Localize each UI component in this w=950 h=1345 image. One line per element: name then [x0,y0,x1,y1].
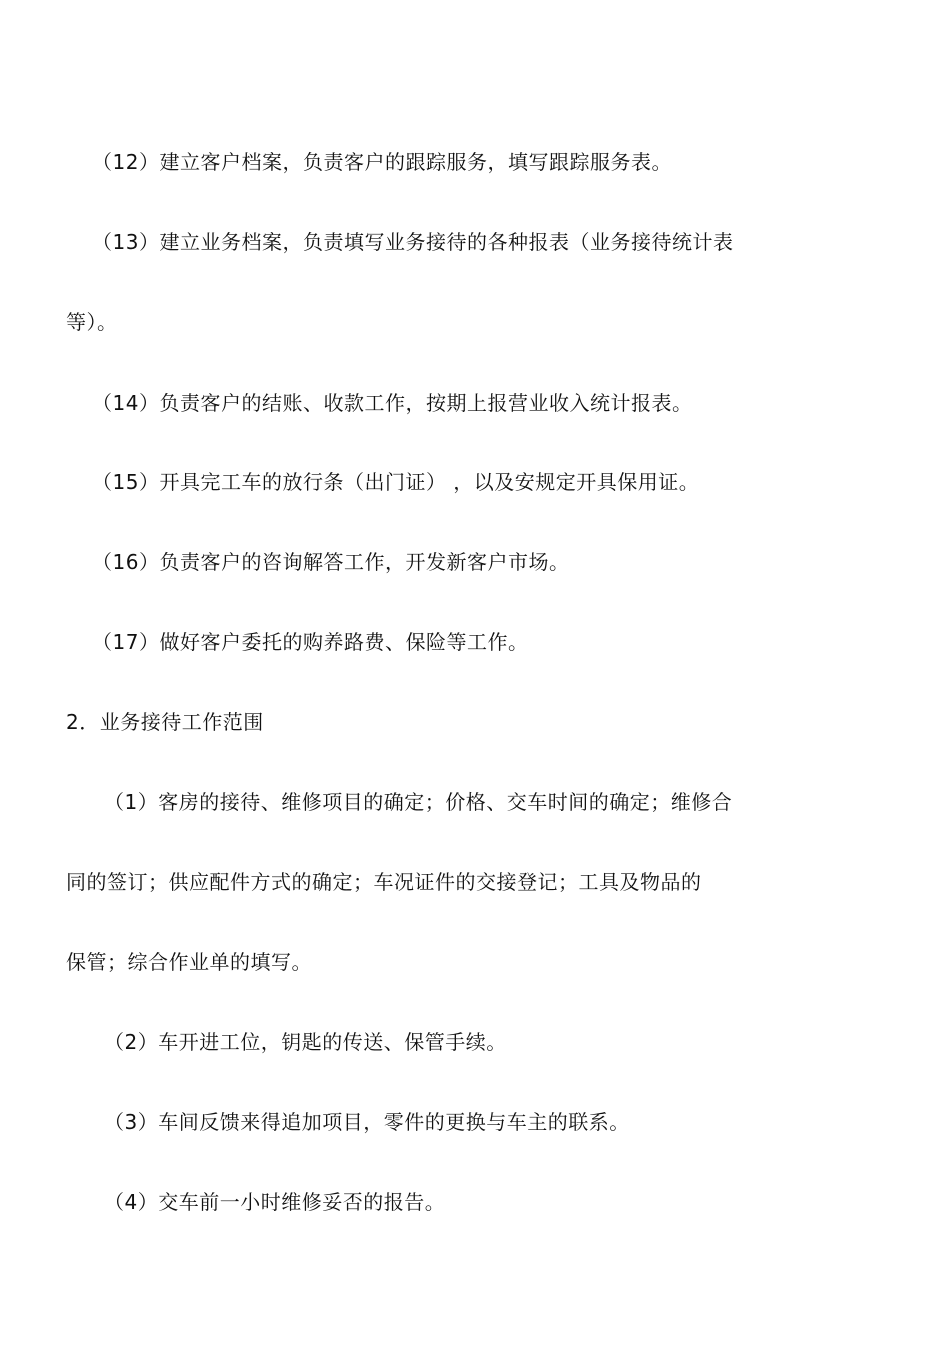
paragraph-item-12: （12）建立客户档案，负责客户的跟踪服务，填写跟踪服务表。 [92,150,672,174]
section-heading: 2．业务接待工作范围 [66,710,264,734]
paragraph-item-14: （14）负责客户的结账、收款工作，按期上报营业收入统计报表。 [92,391,693,415]
paragraph-item-16: （16）负责客户的咨询解答工作，开发新客户市场。 [92,550,570,574]
paragraph-item-17: （17）做好客户委托的购养路费、保险等工作。 [92,630,529,654]
scope-item-2: （2）车开进工位，钥匙的传送、保管手续。 [104,1030,507,1054]
scope-item-1-continued-2: 保管；综合作业单的填写。 [66,950,312,974]
scope-item-1-continued: 同的签订；供应配件方式的确定；车况证件的交接登记；工具及物品的 [66,870,702,894]
paragraph-item-15: （15）开具完工车的放行条（出门证） ，以及安规定开具保用证。 [92,470,700,494]
scope-item-1: （1）客房的接待、维修项目的确定；价格、交车时间的确定；维修合 [104,790,733,814]
scope-item-4: （4）交车前一小时维修妥否的报告。 [104,1190,446,1214]
paragraph-item-13: （13）建立业务档案，负责填写业务接待的各种报表（业务接待统计表 [92,230,734,254]
scope-item-3: （3）车间反馈来得追加项目，零件的更换与车主的联系。 [104,1110,630,1134]
paragraph-item-13-continued: 等）。 [66,310,118,334]
